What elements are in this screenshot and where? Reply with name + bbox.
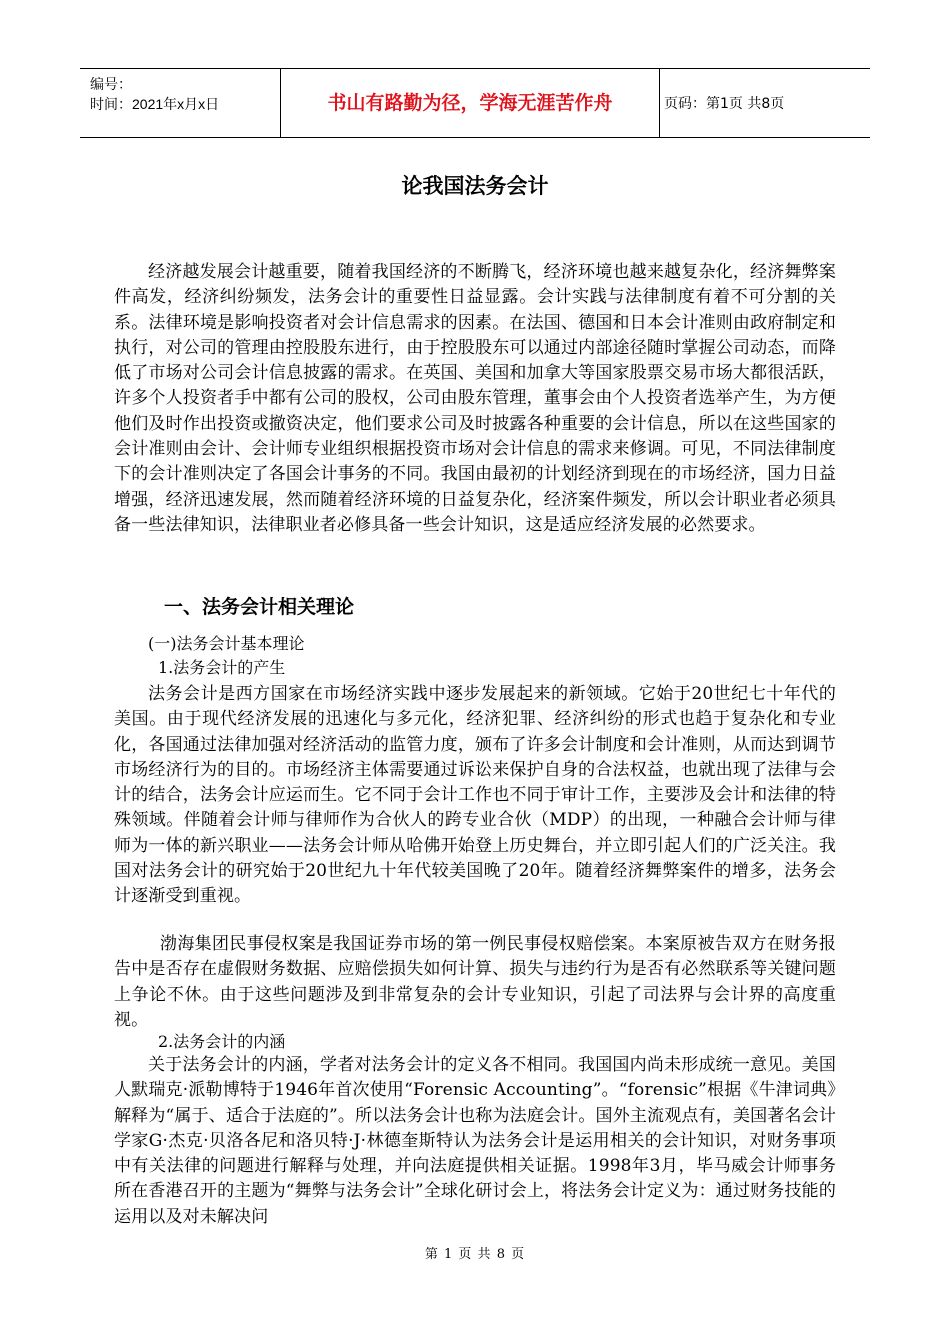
header-meta-cell [80,69,281,137]
page-footer: 第 1 页 共 8 页 [424,1247,526,1262]
document-date-label: 时间：2021年x月x日 [90,96,220,112]
body-paragraph: 关于法务会计的内涵，学者对法务会计的定义各不相同。我国国内尚未形成统一意见。美国人默瑞克·派勒博特于1946年首次使用“Forensic Accounting”。“forensic”根据《牛津词典》解释为“属于、适合于法庭的”。所以法务会计也称为法庭会计。国外主流观点有，美国著名会计学家G·杰克·贝洛各尼和洛贝特·J·林德奎斯特认为法务会计是运用相关的会计知识，对财务事项中有关法律的问题进行解释与处理，并向法庭提供相关证据。1998年3月，毕马威会计师事务所在香港召开的主题为“舞弊与法务会计”全球化研讨会上，将法务会计定义为：通过财务技能的运用以及对未解决问 [114,1055,836,1227]
header-motto: 书山有路勤为径，学海无涯苦作舟 [327,92,613,114]
header-motto-cell [281,69,660,137]
subsubsection-heading: 1.法务会计的产生 [158,658,286,677]
document-number-label: 编号： [90,76,132,92]
subsection-heading: (一)法务会计基本理论 [148,634,305,653]
header-page-info: 页码：第1页 共8页 [664,96,785,112]
section-heading: 一、法务会计相关理论 [164,596,355,618]
subsubsection-heading: 2.法务会计的内涵 [158,1032,286,1051]
intro-paragraph: 经济越发展会计越重要，随着我国经济的不断腾飞，经济环境也越来越复杂化，经济舞弊案件高发，经济纠纷频发，法务会计的重要性日益显露。会计实践与法律制度有着不可分割的关系。法律环境是影响投资者对会计信息需求的因素。在法国、德国和日本会计准则由政府制定和执行，对公司的管理由控股股东进行，由于控股股东可以通过内部途径随时掌握公司动态，而降低了市场对公司会计信息披露的需求。在英国、美国和加拿大等国家股票交易市场大都很活跃，许多个人投资者手中都有公司的股权，公司由股东管理，董事会由个人投资者选举产生，为方便他们及时作出投资或撤资决定，他们要求公司及时披露各种重要的会计信息，所以在这些国家的会计准则由会计、会计师专业组织根据投资市场对会计信息的需求来修调。可见，不同法律制度下的会计准则决定了各国会计事务的不同。我国由最初的计划经济到现在的市场经济，国力日益增强，经济迅速发展，然而随着经济环境的日益复杂化，经济案件频发，所以会计职业者必须具备一些法律知识，法律职业者必修具备一些会计知识，这是适应经济发展的必然要求。 [114,262,836,535]
document-title: 论我国法务会计 [401,174,549,198]
body-paragraph: 法务会计是西方国家在市场经济实践中逐步发展起来的新领域。它始于20世纪七十年代的美国。由于现代经济发展的迅速化与多元化，经济犯罪、经济纠纷的形式也趋于复杂化和专业化，各国通过法律加强对经济活动的监管力度，颁布了许多会计制度和会计准则，从而达到调节市场经济行为的目的。市场经济主体需要通过诉讼来保护自身的合法权益，也就出现了法律与会计的结合，法务会计应运而生。它不同于会计工作也不同于审计工作，主要涉及会计和法律的特殊领域。伴随着会计师与律师作为合伙人的跨专业合伙（MDP）的出现，一种融合会计师与律师为一体的新兴职业——法务会计师从哈佛开始登上历史舞台，并立即引起人们的广泛关注。我国对法务会计的研究始于20世纪九十年代较美国晚了20年。随着经济舞弊案件的增多，法务会计逐渐受到重视。 [114,684,836,907]
page-header [80,68,870,138]
header-page-cell [660,69,870,137]
body-paragraph: 渤海集团民事侵权案是我国证券市场的第一例民事侵权赔偿案。本案原被告双方在财务报告中是否存在虚假财务数据、应赔偿损失如何计算、损失与违约行为是否有必然联系等关键问题上争论不休。由于这些问题涉及到非常复杂的会计专业知识，引起了司法界与会计界的高度重视。 [114,934,836,1030]
